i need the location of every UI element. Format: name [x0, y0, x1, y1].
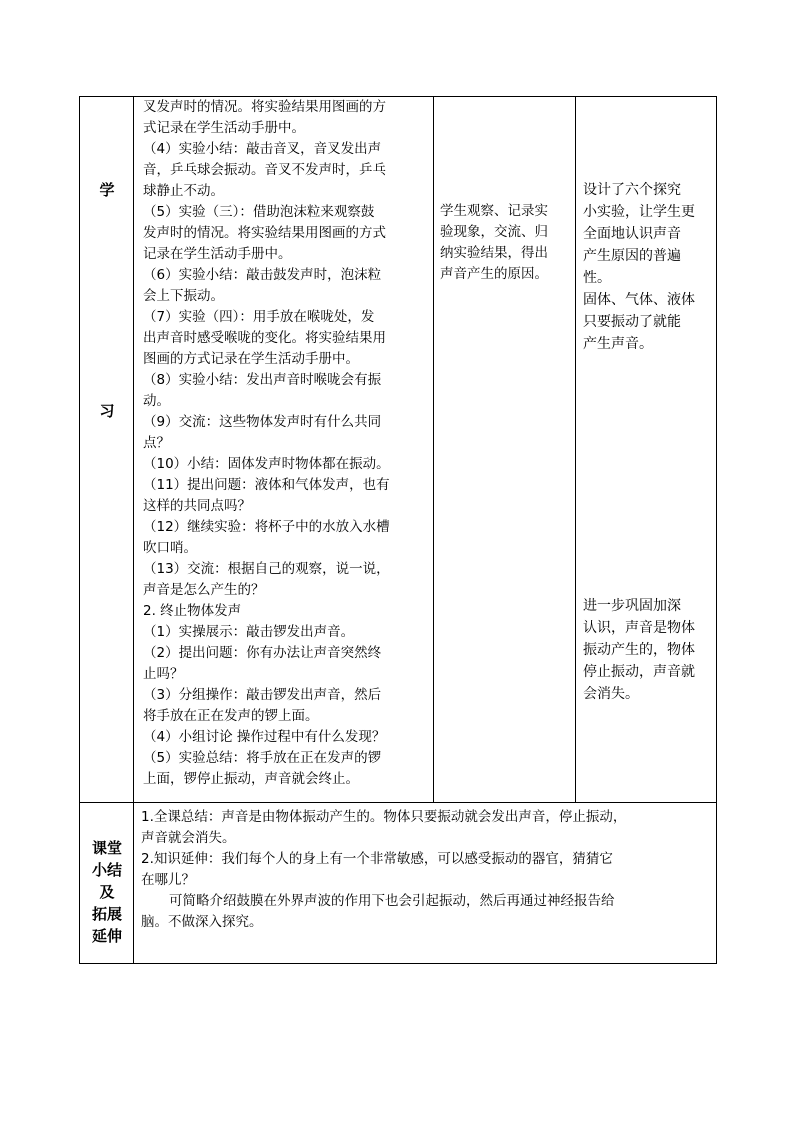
teacher-line: 球静止不动。	[143, 183, 224, 199]
stage-label-learn: 学	[99, 181, 115, 199]
student-line: 纳实验结果，得出	[440, 245, 548, 261]
teacher-line: （7）实验（四）：用手放在喉咙处，发	[143, 309, 375, 325]
teacher-line: 2. 终止物体发声	[143, 603, 242, 619]
teacher-line: 出声音时感受喉咙的变化。将实验结果用	[143, 330, 386, 346]
teacher-line: 式记录在学生活动手册中。	[143, 120, 305, 136]
summary-line: 声音就会消失。	[141, 830, 236, 846]
teacher-line: 上面，锣停止振动，声音就会终止。	[143, 771, 359, 787]
student-line: 验现象，交流、归	[440, 224, 548, 240]
stage-label-summary	[80, 837, 134, 947]
teacher-activity-cell	[134, 97, 434, 803]
summary-line: 1.全课总结：声音是由物体振动产生的。物体只要振动就会发出声音，停止振动，	[141, 809, 627, 825]
lesson-plan-table	[79, 96, 717, 964]
student-line: 学生观察、记录实	[440, 203, 548, 219]
summary-stage-line: 及	[99, 883, 115, 901]
intent-line: 性。	[583, 270, 611, 286]
design-intent-text-2	[583, 595, 715, 705]
design-intent-cell	[576, 97, 717, 803]
teacher-line: 叉发声时的情况。将实验结果用图画的方	[143, 99, 386, 115]
intent-line: 产生声音。	[583, 336, 653, 352]
teacher-line: 吹口哨。	[143, 540, 197, 556]
teacher-line: （12）继续实验：将杯子中的水放入水槽	[143, 519, 390, 535]
intent-line: 振动产生的，物体	[583, 642, 695, 658]
design-intent-text-1	[583, 179, 715, 355]
student-activity-cell	[434, 97, 576, 803]
teacher-line: （3）分组操作：敲击锣发出声音，然后	[143, 687, 382, 703]
intent-line: 产生原因的普遍	[583, 248, 681, 264]
summary-stage-line: 小结	[91, 861, 122, 879]
teacher-line: （13）交流：根据自己的观察，说一说，	[143, 561, 390, 577]
teacher-line: 记录在学生活动手册中。	[143, 246, 292, 262]
intent-line: 停止振动，声音就	[583, 664, 695, 680]
teacher-line: （5）实验（三）：借助泡沫粒来观察鼓	[143, 204, 375, 220]
teacher-line: 发声时的情况。将实验结果用图画的方式	[143, 225, 386, 241]
intent-line: 只要振动了就能	[583, 314, 681, 330]
learning-row	[80, 97, 717, 803]
teacher-line: 点？	[143, 435, 170, 451]
summary-line: 脑。不做深入探究。	[141, 914, 263, 930]
teacher-line: 动。	[143, 393, 170, 409]
intent-line: 全面地认识声音	[583, 226, 681, 242]
summary-stage-line: 拓展	[91, 905, 122, 923]
teacher-line: （8）实验小结：发出声音时喉咙会有振	[143, 372, 382, 388]
teacher-line: 会上下振动。	[143, 288, 224, 304]
teacher-line: （4）小组讨论 操作过程中有什么发现？	[143, 729, 386, 745]
teacher-line: （2）提出问题：你有办法让声音突然终	[143, 645, 382, 661]
teacher-line: （6）实验小结：敲击鼓发声时，泡沫粒	[143, 267, 382, 283]
teacher-line: 止吗？	[143, 666, 184, 682]
intent-line: 会消失。	[583, 686, 639, 702]
stage-cell-summary	[80, 803, 134, 964]
intent-line: 进一步巩固加深	[583, 598, 681, 614]
teacher-line: （11）提出问题：液体和气体发声，也有	[143, 477, 390, 493]
teacher-line: （1）实操展示：敲击锣发出声音。	[143, 624, 355, 640]
teacher-line: （4）实验小结：敲击音叉，音叉发出声	[143, 141, 382, 157]
summary-row	[80, 803, 717, 964]
summary-content-cell	[134, 803, 717, 964]
teacher-line: （9）交流：这些物体发声时有什么共同	[143, 414, 382, 430]
teacher-line: 声音是怎么产生的？	[143, 582, 265, 598]
teacher-line: （5）实验总结：将手放在正在发声的锣	[143, 750, 382, 766]
intent-line: 固体、气体、液体	[583, 292, 695, 308]
teacher-line: 将手放在正在发声的锣上面。	[143, 708, 319, 724]
teacher-line: （10）小结：固体发声时物体都在振动。	[143, 456, 390, 472]
intent-line: 设计了六个探究	[583, 182, 681, 198]
intent-line: 小实验，让学生更	[583, 204, 695, 220]
student-activity-text	[440, 201, 574, 285]
student-line: 声音产生的原因。	[440, 266, 548, 282]
summary-line: 可简略介绍鼓膜在外界声波的作用下也会引起振动，然后再通过神经报告给	[169, 893, 615, 909]
teacher-line: 图画的方式记录在学生活动手册中。	[143, 351, 359, 367]
summary-stage-line: 延伸	[91, 927, 122, 945]
summary-stage-line: 课堂	[91, 839, 122, 857]
teacher-line: 这样的共同点吗？	[143, 498, 251, 514]
teacher-line: 音，乒乓球会振动。音叉不发声时，乒乓	[143, 162, 386, 178]
summary-line: 2.知识延伸：我们每个人的身上有一个非常敏感，可以感受振动的器官，猜猜它	[141, 851, 613, 867]
stage-cell-learning	[80, 97, 134, 803]
summary-line: 在哪儿？	[141, 872, 195, 888]
intent-line: 认识，声音是物体	[583, 620, 695, 636]
stage-label-practice: 习	[99, 402, 115, 420]
